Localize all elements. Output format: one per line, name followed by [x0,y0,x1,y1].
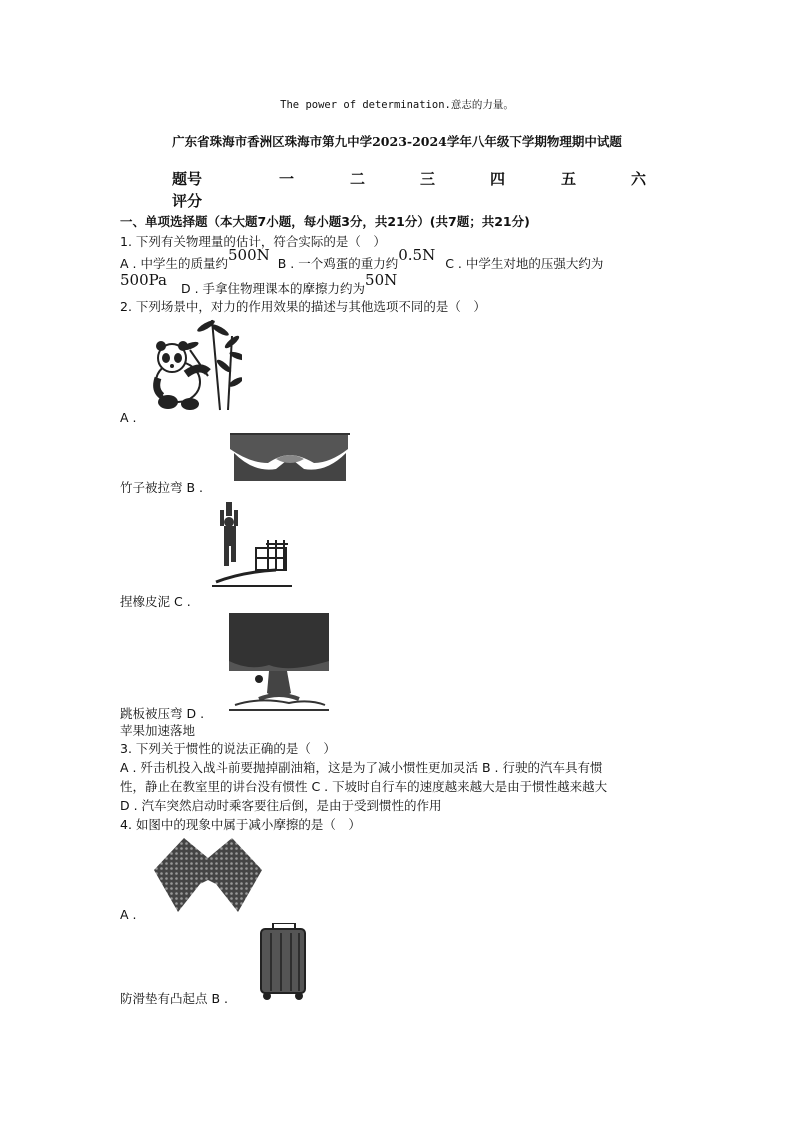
score-header-2: 二 [350,170,366,188]
score-header-4: 四 [490,170,506,188]
motto: The power of determination.意志的力量。 [280,99,514,111]
q1-option-b: B . 一个鸡蛋的重力约 [277,256,399,271]
score-header-1: 一 [279,170,295,188]
q2-option-d-label: D . [186,706,205,721]
q4-a-caption-line [120,989,228,1007]
q2-option-b-caption: 捏橡皮泥 [120,594,171,609]
score-header-label: 题号 [172,170,203,188]
q3-options-line2: 性，静止在教室里的讲台没有惯性 C . 下坡时自行车的速度越来越大是由于惯性越来越大 [120,779,608,794]
q4-option-a-caption: 防滑垫有凸起点 [120,991,208,1006]
q2-option-c-label: C . [174,594,191,609]
suitcase-figure [257,923,309,1001]
non-slip-mat-figure [154,836,262,916]
q1-options-line1 [120,246,604,271]
q1-option-b-value: 0.5N [398,246,436,264]
apple-tree-figure [229,613,329,711]
q1-option-a: A . 中学生的质量约 [120,256,228,271]
page-title: 广东省珠海市香洲区珠海市第九中学2023-2024学年八年级下学期物理期中试题 [172,134,622,149]
hands-clay-figure [230,433,350,483]
score-row-label: 评分 [172,192,203,210]
q2-option-a-label: A . [120,410,137,425]
q1-options-line2 [120,271,398,296]
q2-c-caption-line [120,704,204,722]
score-header-5: 五 [561,170,577,188]
q3-options-line1: A . 歼击机投入战斗前要抛掉副油箱，这是为了减小惯性更加灵活 B . 行驶的汽车具有惯 [120,760,603,775]
q2-option-a-caption: 竹子被拉弯 [120,480,183,495]
q2-option-c-caption: 跳板被压弯 [120,706,183,721]
q1-option-c: C . 中学生对地的压强大约为 [445,256,604,271]
score-header-3: 三 [420,170,436,188]
q2-option-b-label: B . [186,480,204,495]
q1-stem: 1. 下列有关物理量的估计，符合实际的是（ ） [120,234,386,249]
q2-b-caption-line [120,592,191,610]
springboard-figure [212,500,294,588]
q1-option-a-value: 500N [227,246,270,264]
q2-stem: 2. 下列场景中，对力的作用效果的描述与其他选项不同的是（ ） [120,299,486,314]
q2-option-d-caption: 苹果加速落地 [120,723,196,738]
q1-option-d: D . 手拿住物理课本的摩擦力约为 [181,281,366,296]
section-heading: 一、单项选择题（本大题7小题，每小题3分，共21分）(共7题；共21分) [120,214,530,229]
panda-bamboo-figure [150,316,242,412]
q2-a-caption-line [120,478,203,496]
q4-option-a-label: A . [120,907,137,922]
q1-option-c-value: 500Pa [120,271,167,289]
score-header-6: 六 [631,170,647,188]
q4-stem: 4. 如图中的现象中属于减小摩擦的是（ ） [120,817,361,832]
q3-stem: 3. 下列关于惯性的说法正确的是（ ） [120,741,336,756]
q3-options-line3: D . 汽车突然启动时乘客要往后倒，是由于受到惯性的作用 [120,798,442,813]
q4-option-b-label: B . [211,991,229,1006]
q1-option-d-value: 50N [365,271,398,289]
